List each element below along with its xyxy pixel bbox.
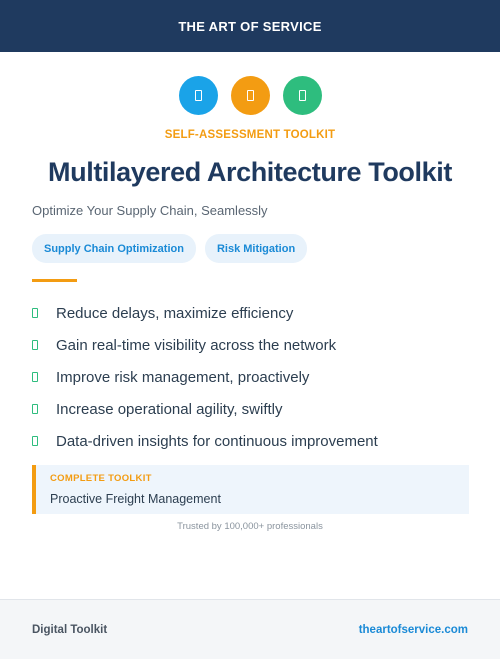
accent-divider [32, 279, 77, 282]
document-icon [179, 76, 218, 115]
brand-name: THE ART OF SERVICE [178, 18, 322, 34]
feature-text: Gain real-time visibility across the network [56, 336, 337, 354]
list-item [32, 297, 378, 329]
footer-link[interactable]: theartofservice.com [358, 623, 468, 636]
check-icon [32, 436, 38, 446]
tag-risk-mitigation: Risk Mitigation [205, 234, 307, 263]
subtitle: Optimize Your Supply Chain, Seamlessly [32, 203, 268, 218]
list-item [32, 329, 378, 361]
document-icon [283, 76, 322, 115]
feature-text: Increase operational agility, swiftly [56, 400, 283, 418]
footer [0, 599, 500, 659]
feature-text: Improve risk management, proactively [56, 368, 310, 386]
check-icon [32, 340, 38, 350]
feature-text: Data-driven insights for continuous improvement [56, 432, 378, 450]
feature-list [32, 297, 378, 457]
check-icon [32, 372, 38, 382]
icon-row [0, 76, 500, 115]
tag-list [32, 234, 307, 263]
trust-note: Trusted by 100,000+ professionals [177, 521, 323, 532]
header-bar [0, 0, 500, 52]
toolkit-callout [32, 465, 469, 514]
check-icon [32, 308, 38, 318]
callout-label: COMPLETE TOOLKIT [50, 473, 152, 484]
list-item [32, 361, 378, 393]
page-title: Multilayered Architecture Toolkit [48, 157, 452, 187]
kicker-label: SELF-ASSESSMENT TOOLKIT [164, 129, 336, 141]
feature-text: Reduce delays, maximize efficiency [56, 304, 294, 322]
check-icon [32, 404, 38, 414]
list-item [32, 393, 378, 425]
tag-supply-chain: Supply Chain Optimization [32, 234, 196, 263]
footer-label: Digital Toolkit [32, 623, 108, 636]
document-icon [231, 76, 270, 115]
callout-text: Proactive Freight Management [50, 492, 221, 506]
list-item [32, 425, 378, 457]
